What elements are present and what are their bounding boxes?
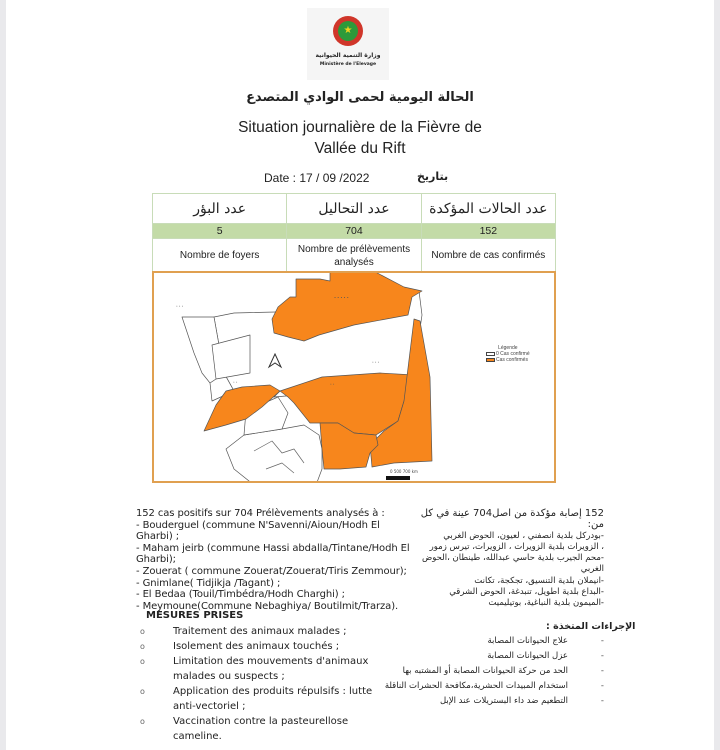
stats-value-prelevements: 704: [287, 224, 421, 239]
measure-item-ar: - علاج الحيوانات المصابة: [386, 634, 604, 649]
bullet-icon: o: [140, 627, 145, 636]
report-fr-item: - Meymoune(Commune Nebaghiya/ Boutilmit/Trarza).: [136, 600, 399, 612]
report-ar-item: ، الزويرات بلدية الزويرات ، الزويرات، تيرس زمور: [429, 541, 604, 552]
report-fr-item: - Maham jeirb (commune Hassi abdalla/Tintane/Hodh El Gharbi);: [136, 542, 410, 566]
legend-item-affected: Cas confirmés: [486, 357, 530, 363]
title-fr-line1: Situation journalière de la Fièvre de: [238, 119, 482, 136]
measure-item-ar: - استخدام المبيدات الحشرية،مكافحة الحشرات الناقلة: [386, 679, 604, 694]
measure-item-ar: - الحد من حركة الحيوانات المصابة أو المشتبه بها: [386, 664, 604, 679]
report-ar: [418, 508, 604, 610]
document-page: [6, 0, 714, 750]
stats-label-fr: Nombre de cas confirmés: [421, 239, 555, 273]
measures-title-fr: MESURES PRISES: [146, 610, 244, 621]
mauritania-map: [152, 271, 556, 483]
measures-list-ar: [386, 634, 604, 709]
dash-icon: -: [600, 636, 604, 646]
ministry-logo: [307, 8, 389, 80]
map-label: • • • • •: [334, 296, 349, 300]
report-fr-item: - Bouderguel (commune N'Savenni/Aioun/Hodh El Gharbi) ;: [136, 519, 380, 543]
measure-item: o Vaccination contre la pasteurellose cameline.: [140, 716, 349, 742]
dash-icon: -: [600, 651, 604, 661]
bullet-icon: o: [140, 657, 145, 666]
title-french: [6, 117, 714, 159]
title-arabic: الحالة اليومية لحمى الوادي المتصدع: [246, 90, 474, 105]
stats-value-foyers: 5: [153, 224, 287, 239]
dash-icon: -: [600, 696, 604, 706]
map-label: • • •: [372, 360, 380, 364]
report-date: Date : 17 / 09 /2022: [264, 171, 370, 185]
stats-row-values: [153, 224, 556, 239]
dash-icon: -: [600, 681, 604, 691]
measure-item: o Application des produits répulsifs : lutte anti-vectoriel ;: [140, 686, 373, 712]
measures-list-fr: [140, 624, 380, 744]
logo-ministry-ar: وزارة التنمية الحيوانية: [315, 52, 381, 59]
stats-label-fr: Nombre de foyers: [153, 239, 287, 273]
measure-item: o Limitation des mouvements d'animaux malades ou suspects ;: [140, 656, 369, 682]
report-ar-item: -الميمون بلدية النباغية، بوتيليميت: [488, 598, 604, 609]
logo-ministry-fr: Ministère de l'Elevage: [319, 62, 377, 67]
map-svg: [154, 273, 556, 483]
report-fr-item: - Zouerat ( commune Zouerat/Zouerat/Tiris Zemmour);: [136, 565, 407, 577]
map-scale-text: 0 500 700 km: [390, 469, 418, 474]
legend-swatch-orange: [486, 358, 495, 362]
report-ar-item: -انيملان بلدية التنسيق، تجكجة، تكانت: [474, 575, 604, 586]
report-ar-intro: 152 إصابة مؤكدة من اصل704 عينة في كل من:: [420, 508, 604, 531]
report-date-ar: بتاريخ: [417, 170, 449, 183]
stats-row-fr: [153, 239, 556, 273]
map-label: • •: [233, 380, 238, 384]
report-ar-item: -محم الجيرب بلدية حاسي عبدالله، طينطان ،الحوض الغربي: [422, 553, 604, 575]
stats-label-ar: عدد البؤر: [153, 194, 287, 224]
legend-swatch-white: [486, 352, 495, 356]
dash-icon: -: [600, 666, 604, 676]
region-unaffected-south: [226, 425, 322, 483]
stats-label-ar: عدد التحاليل: [287, 194, 421, 224]
map-label: • • •: [176, 304, 184, 308]
bullet-icon: o: [140, 717, 145, 726]
bullet-icon: o: [140, 687, 145, 696]
report-fr: [136, 508, 416, 612]
stats-label-fr: Nombre de prélèvements analysés: [287, 239, 421, 273]
stats-row-ar: [153, 194, 556, 224]
legend-title: Légende: [498, 345, 518, 351]
map-label: • •: [330, 382, 335, 386]
stats-value-cas: 152: [421, 224, 555, 239]
stats-label-ar: عدد الحالات المؤكدة: [421, 194, 555, 224]
report-fr-item: - El Bedaa (Touil/Timbédra/Hodh Charghi) ;: [136, 589, 345, 601]
bullet-icon: o: [140, 642, 145, 651]
measure-item: o Traitement des animaux malades ;: [140, 626, 347, 637]
report-ar-item: -البداع بلدية اطويل، تنبدغة، الحوض الشرقي: [449, 587, 604, 598]
measure-item-ar: - عزل الحيوانات المصابة: [386, 649, 604, 664]
map-scale-bar: [386, 476, 410, 480]
north-arrow-icon: [267, 353, 283, 369]
legend-item-unaffected: 0 Cas confirmé: [486, 351, 530, 357]
report-fr-item: - Gnimlane( Tidjikja /Tagant) ;: [136, 577, 281, 589]
report-fr-intro: 152 cas positifs sur 704 Prélèvements analysés à :: [136, 508, 385, 519]
map-legend: [486, 345, 530, 363]
emblem-icon: ★: [333, 16, 363, 46]
measure-item-ar: - التطعيم ضد داء البستريلات عند الإبل: [386, 694, 604, 709]
title-fr-line2: Vallée du Rift: [314, 140, 406, 157]
stats-table: [152, 193, 556, 273]
measures-title-ar: الإجراءات المتخذة :: [546, 621, 636, 632]
measure-item: o Isolement des animaux touchés ;: [140, 641, 340, 652]
report-ar-item: -بودركل بلدية انصفني ، لعيون، الحوض الغربي: [443, 530, 604, 541]
